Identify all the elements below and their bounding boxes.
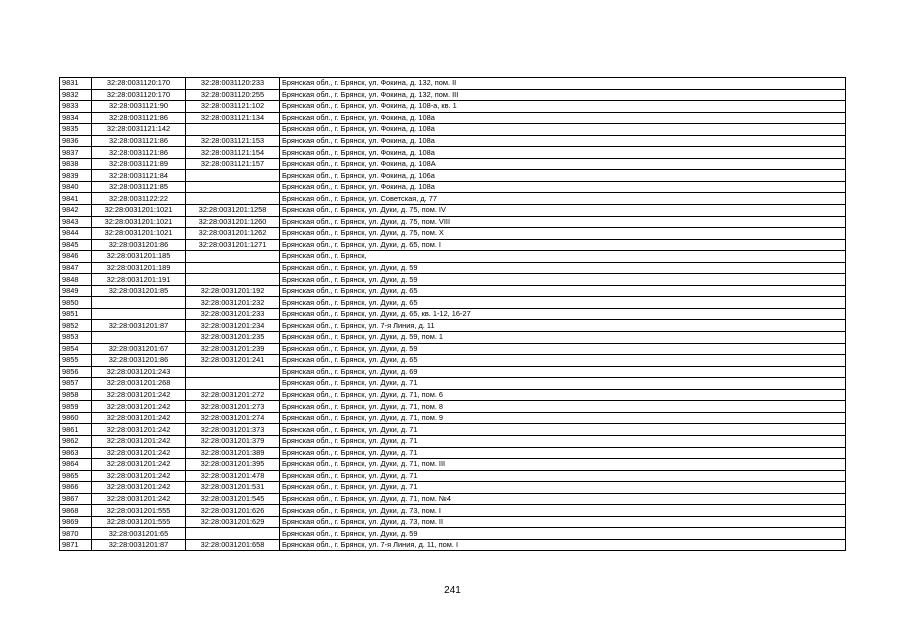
cell-address: Брянская обл., г. Брянск, ул. Дуки, д. 65, пом. I [280, 239, 846, 251]
cell-address: Брянская обл., г. Брянск, ул. Советская, д. 77 [280, 193, 846, 205]
cell-parcel-number: 32:28:0031201:242 [92, 493, 186, 505]
cell-object-number: 32:28:0031201:1260 [186, 216, 280, 228]
table-row [60, 516, 846, 528]
table-row [60, 528, 846, 540]
cell-row-number: 9846 [60, 251, 92, 263]
table-row [60, 424, 846, 436]
cell-address: Брянская обл., г. Брянск, ул. Дуки, д. 71, пом. №4 [280, 493, 846, 505]
cell-address: Брянская обл., г. Брянск, ул. Дуки, д. 65 [280, 297, 846, 309]
table-row [60, 459, 846, 471]
cell-row-number: 9856 [60, 366, 92, 378]
cell-object-number: 32:28:0031201:1258 [186, 205, 280, 217]
cell-address: Брянская обл., г. Брянск, ул. Дуки, д. 71, пом. 6 [280, 389, 846, 401]
cell-address: Брянская обл., г. Брянск, ул. Дуки, д. 75, пом. VIII [280, 216, 846, 228]
table-row [60, 343, 846, 355]
cell-parcel-number: 32:28:0031201:242 [92, 389, 186, 401]
cell-object-number [186, 378, 280, 390]
table-row [60, 435, 846, 447]
cell-address: Брянская обл., г. Брянск, ул. Дуки, д. 71, пом. 9 [280, 412, 846, 424]
cell-row-number: 9837 [60, 147, 92, 159]
cell-object-number: 32:28:0031201:273 [186, 401, 280, 413]
cell-parcel-number: 32:28:0031201:185 [92, 251, 186, 263]
cell-row-number: 9838 [60, 158, 92, 170]
cell-parcel-number: 32:28:0031201:242 [92, 401, 186, 413]
table-row [60, 89, 846, 101]
table-row [60, 378, 846, 390]
cell-address: Брянская обл., г. Брянск, ул. Дуки, д. 71 [280, 447, 846, 459]
cell-address: Брянская обл., г. Брянск, [280, 251, 846, 263]
cell-object-number: 32:28:0031201:1262 [186, 228, 280, 240]
cell-object-number: 32:28:0031121:153 [186, 135, 280, 147]
cell-object-number: 32:28:0031201:478 [186, 470, 280, 482]
cell-row-number: 9833 [60, 101, 92, 113]
table-row [60, 251, 846, 263]
cell-row-number: 9871 [60, 539, 92, 551]
table-row [60, 78, 846, 90]
cell-row-number: 9847 [60, 262, 92, 274]
cell-row-number: 9861 [60, 424, 92, 436]
cell-address: Брянская обл., г. Брянск, ул. 7-я Линия, д. 11, пом. I [280, 539, 846, 551]
cell-parcel-number: 32:28:0031201:86 [92, 355, 186, 367]
cell-parcel-number: 32:28:0031201:242 [92, 482, 186, 494]
table-row [60, 320, 846, 332]
cell-row-number: 9842 [60, 205, 92, 217]
cell-row-number: 9835 [60, 124, 92, 136]
cell-address: Брянская обл., г. Брянск, ул. Дуки, д. 71 [280, 378, 846, 390]
cell-object-number: 32:28:0031201:395 [186, 459, 280, 471]
table-row [60, 124, 846, 136]
table-row [60, 216, 846, 228]
cell-address: Брянская обл., г. Брянск, ул. Фокина, д. 108а [280, 112, 846, 124]
cell-row-number: 9862 [60, 435, 92, 447]
table-row [60, 412, 846, 424]
cell-object-number: 32:28:0031121:157 [186, 158, 280, 170]
cell-address: Брянская обл., г. Брянск, ул. Дуки, д. 69 [280, 366, 846, 378]
table-row [60, 274, 846, 286]
table-row [60, 228, 846, 240]
cell-parcel-number: 32:28:0031201:1021 [92, 205, 186, 217]
cell-parcel-number: 32:28:0031201:1021 [92, 228, 186, 240]
cell-parcel-number [92, 308, 186, 320]
cell-parcel-number: 32:28:0031201:268 [92, 378, 186, 390]
table-row [60, 539, 846, 551]
cell-parcel-number: 32:28:0031201:65 [92, 528, 186, 540]
cell-row-number: 9832 [60, 89, 92, 101]
cell-parcel-number: 32:28:0031201:242 [92, 470, 186, 482]
cell-parcel-number: 32:28:0031201:242 [92, 459, 186, 471]
cell-row-number: 9834 [60, 112, 92, 124]
table-row [60, 262, 846, 274]
cell-parcel-number: 32:28:0031201:85 [92, 285, 186, 297]
cell-object-number: 32:28:0031201:379 [186, 435, 280, 447]
cell-object-number [186, 193, 280, 205]
cell-address: Брянская обл., г. Брянск, ул. Дуки, д. 71 [280, 470, 846, 482]
cell-object-number: 32:28:0031201:241 [186, 355, 280, 367]
cell-object-number: 32:28:0031120:255 [186, 89, 280, 101]
table-row [60, 389, 846, 401]
cell-row-number: 9870 [60, 528, 92, 540]
cell-address: Брянская обл., г. Брянск, ул. Дуки, д. 59 [280, 274, 846, 286]
cell-address: Брянская обл., г. Брянск, ул. Фокина, д. 108-а, кв. 1 [280, 101, 846, 113]
cell-row-number: 9845 [60, 239, 92, 251]
table-row [60, 482, 846, 494]
cell-object-number: 32:28:0031201:531 [186, 482, 280, 494]
table-row [60, 285, 846, 297]
cell-address: Брянская обл., г. Брянск, ул. Фокина, д. 108а [280, 181, 846, 193]
cell-row-number: 9844 [60, 228, 92, 240]
cell-row-number: 9858 [60, 389, 92, 401]
cell-parcel-number: 32:28:0031201:242 [92, 412, 186, 424]
cell-row-number: 9849 [60, 285, 92, 297]
cell-parcel-number: 32:28:0031121:86 [92, 147, 186, 159]
cell-object-number [186, 274, 280, 286]
cell-row-number: 9839 [60, 170, 92, 182]
cell-parcel-number: 32:28:0031201:67 [92, 343, 186, 355]
page-number: 241 [444, 585, 461, 596]
cell-object-number: 32:28:0031201:233 [186, 308, 280, 320]
table-row [60, 332, 846, 344]
cell-object-number: 32:28:0031201:274 [186, 412, 280, 424]
cell-address: Брянская обл., г. Брянск, ул. Дуки, д. 65 [280, 355, 846, 367]
cell-object-number: 32:28:0031121:102 [186, 101, 280, 113]
table-row [60, 447, 846, 459]
cell-address: Брянская обл., г. Брянск, ул. Фокина, д. 132, пом. III [280, 89, 846, 101]
table-row [60, 205, 846, 217]
cell-address: Брянская обл., г. Брянск, ул. Фокина, д. 132, пом. II [280, 78, 846, 90]
cell-object-number [186, 170, 280, 182]
cell-parcel-number: 32:28:0031201:242 [92, 435, 186, 447]
table-row [60, 239, 846, 251]
cell-row-number: 9859 [60, 401, 92, 413]
cell-parcel-number [92, 332, 186, 344]
table-row [60, 193, 846, 205]
cell-row-number: 9863 [60, 447, 92, 459]
cell-address: Брянская обл., г. Брянск, ул. Дуки, д. 59 [280, 528, 846, 540]
cell-parcel-number: 32:28:0031121:86 [92, 112, 186, 124]
cell-row-number: 9869 [60, 516, 92, 528]
cell-object-number: 32:28:0031201:629 [186, 516, 280, 528]
cell-object-number: 32:28:0031201:234 [186, 320, 280, 332]
table-row [60, 401, 846, 413]
cell-object-number: 32:28:0031201:373 [186, 424, 280, 436]
table-row [60, 470, 846, 482]
table-row [60, 355, 846, 367]
cell-address: Брянская обл., г. Брянск, ул. Дуки, д. 75, пом. IV [280, 205, 846, 217]
cell-object-number: 32:28:0031201:1271 [186, 239, 280, 251]
cell-row-number: 9865 [60, 470, 92, 482]
cell-row-number: 9831 [60, 78, 92, 90]
cell-address: Брянская обл., г. Брянск, ул. Дуки, д. 65 [280, 285, 846, 297]
cell-address: Брянская обл., г. Брянск, ул. Фокина, д. 108а [280, 124, 846, 136]
cell-row-number: 9860 [60, 412, 92, 424]
cell-row-number: 9866 [60, 482, 92, 494]
cell-object-number: 32:28:0031121:154 [186, 147, 280, 159]
cell-row-number: 9857 [60, 378, 92, 390]
cell-object-number: 32:28:0031201:545 [186, 493, 280, 505]
table-row [60, 493, 846, 505]
cell-row-number: 9851 [60, 308, 92, 320]
cell-object-number: 32:28:0031201:658 [186, 539, 280, 551]
cell-row-number: 9868 [60, 505, 92, 517]
table-row [60, 297, 846, 309]
cell-object-number [186, 124, 280, 136]
cell-object-number: 32:28:0031121:134 [186, 112, 280, 124]
cell-parcel-number: 32:28:0031201:242 [92, 447, 186, 459]
cell-object-number: 32:28:0031201:235 [186, 332, 280, 344]
cell-row-number: 9855 [60, 355, 92, 367]
table-row [60, 181, 846, 193]
cell-parcel-number: 32:28:0031201:243 [92, 366, 186, 378]
cell-address: Брянская обл., г. Брянск, ул. Дуки, д. 73, пом. I [280, 505, 846, 517]
cell-address: Брянская обл., г. Брянск, ул. Дуки, д. 71 [280, 424, 846, 436]
cell-parcel-number: 32:28:0031201:189 [92, 262, 186, 274]
cell-parcel-number: 32:28:0031201:191 [92, 274, 186, 286]
cell-parcel-number: 32:28:0031121:86 [92, 135, 186, 147]
cell-address: Брянская обл., г. Брянск, ул. Дуки, д. 73, пом. II [280, 516, 846, 528]
table-body [60, 78, 846, 551]
cell-parcel-number: 32:28:0031120:170 [92, 78, 186, 90]
cell-address: Брянская обл., г. Брянск, ул. Дуки, д. 65, кв. 1-12, 16-27 [280, 308, 846, 320]
cell-address: Брянская обл., г. Брянск, ул. Фокина, д. 108А [280, 158, 846, 170]
cell-parcel-number: 32:28:0031120:170 [92, 89, 186, 101]
cell-parcel-number: 32:28:0031201:555 [92, 505, 186, 517]
cell-object-number: 32:28:0031201:192 [186, 285, 280, 297]
cell-row-number: 9841 [60, 193, 92, 205]
cadastre-table [59, 77, 846, 551]
cell-row-number: 9853 [60, 332, 92, 344]
cell-parcel-number: 32:28:0031201:1021 [92, 216, 186, 228]
cell-object-number [186, 366, 280, 378]
cell-parcel-number: 32:28:0031121:142 [92, 124, 186, 136]
cell-row-number: 9836 [60, 135, 92, 147]
cell-object-number: 32:28:0031201:239 [186, 343, 280, 355]
cell-object-number [186, 181, 280, 193]
cell-parcel-number: 32:28:0031201:87 [92, 539, 186, 551]
cell-parcel-number: 32:28:0031201:242 [92, 424, 186, 436]
cell-address: Брянская обл., г. Брянск, ул. Дуки, д. 71, пом. 8 [280, 401, 846, 413]
cell-address: Брянская обл., г. Брянск, ул. Дуки, д. 59 [280, 343, 846, 355]
cell-row-number: 9840 [60, 181, 92, 193]
cell-row-number: 9850 [60, 297, 92, 309]
table-row [60, 147, 846, 159]
cell-address: Брянская обл., г. Брянск, ул. Фокина, д. 108а [280, 135, 846, 147]
cell-row-number: 9864 [60, 459, 92, 471]
cell-address: Брянская обл., г. Брянск, ул. Дуки, д. 71 [280, 482, 846, 494]
cell-address: Брянская обл., г. Брянск, ул. Дуки, д. 75, пом. X [280, 228, 846, 240]
table-row [60, 505, 846, 517]
cell-parcel-number: 32:28:0031121:89 [92, 158, 186, 170]
table-row [60, 366, 846, 378]
cell-address: Брянская обл., г. Брянск, ул. Фокина, д. 108а [280, 147, 846, 159]
cell-address: Брянская обл., г. Брянск, ул. Дуки, д. 59 [280, 262, 846, 274]
cell-parcel-number: 32:28:0031122:22 [92, 193, 186, 205]
cell-row-number: 9843 [60, 216, 92, 228]
cell-parcel-number: 32:28:0031201:86 [92, 239, 186, 251]
cell-object-number: 32:28:0031201:272 [186, 389, 280, 401]
cell-address: Брянская обл., г. Брянск, ул. Дуки, д. 71, пом. III [280, 459, 846, 471]
cell-row-number: 9854 [60, 343, 92, 355]
table-row [60, 135, 846, 147]
cell-address: Брянская обл., г. Брянск, ул. Дуки, д. 71 [280, 435, 846, 447]
cell-object-number: 32:28:0031201:389 [186, 447, 280, 459]
table-row [60, 308, 846, 320]
cell-row-number: 9852 [60, 320, 92, 332]
cell-parcel-number [92, 297, 186, 309]
cell-address: Брянская обл., г. Брянск, ул. Фокина, д. 106а [280, 170, 846, 182]
cell-parcel-number: 32:28:0031121:90 [92, 101, 186, 113]
table-row [60, 158, 846, 170]
cell-object-number [186, 262, 280, 274]
cell-address: Брянская обл., г. Брянск, ул. Дуки, д. 59, пом. 1 [280, 332, 846, 344]
table-row [60, 112, 846, 124]
cell-object-number: 32:28:0031120:233 [186, 78, 280, 90]
cell-parcel-number: 32:28:0031121:84 [92, 170, 186, 182]
cell-parcel-number: 32:28:0031201:87 [92, 320, 186, 332]
cell-address: Брянская обл., г. Брянск, ул. 7-я Линия, д. 11 [280, 320, 846, 332]
cell-object-number: 32:28:0031201:626 [186, 505, 280, 517]
cell-object-number [186, 528, 280, 540]
cell-row-number: 9848 [60, 274, 92, 286]
table-row [60, 101, 846, 113]
cell-parcel-number: 32:28:0031201:555 [92, 516, 186, 528]
table-row [60, 170, 846, 182]
cell-object-number: 32:28:0031201:232 [186, 297, 280, 309]
cell-row-number: 9867 [60, 493, 92, 505]
cell-parcel-number: 32:28:0031121:85 [92, 181, 186, 193]
cell-object-number [186, 251, 280, 263]
